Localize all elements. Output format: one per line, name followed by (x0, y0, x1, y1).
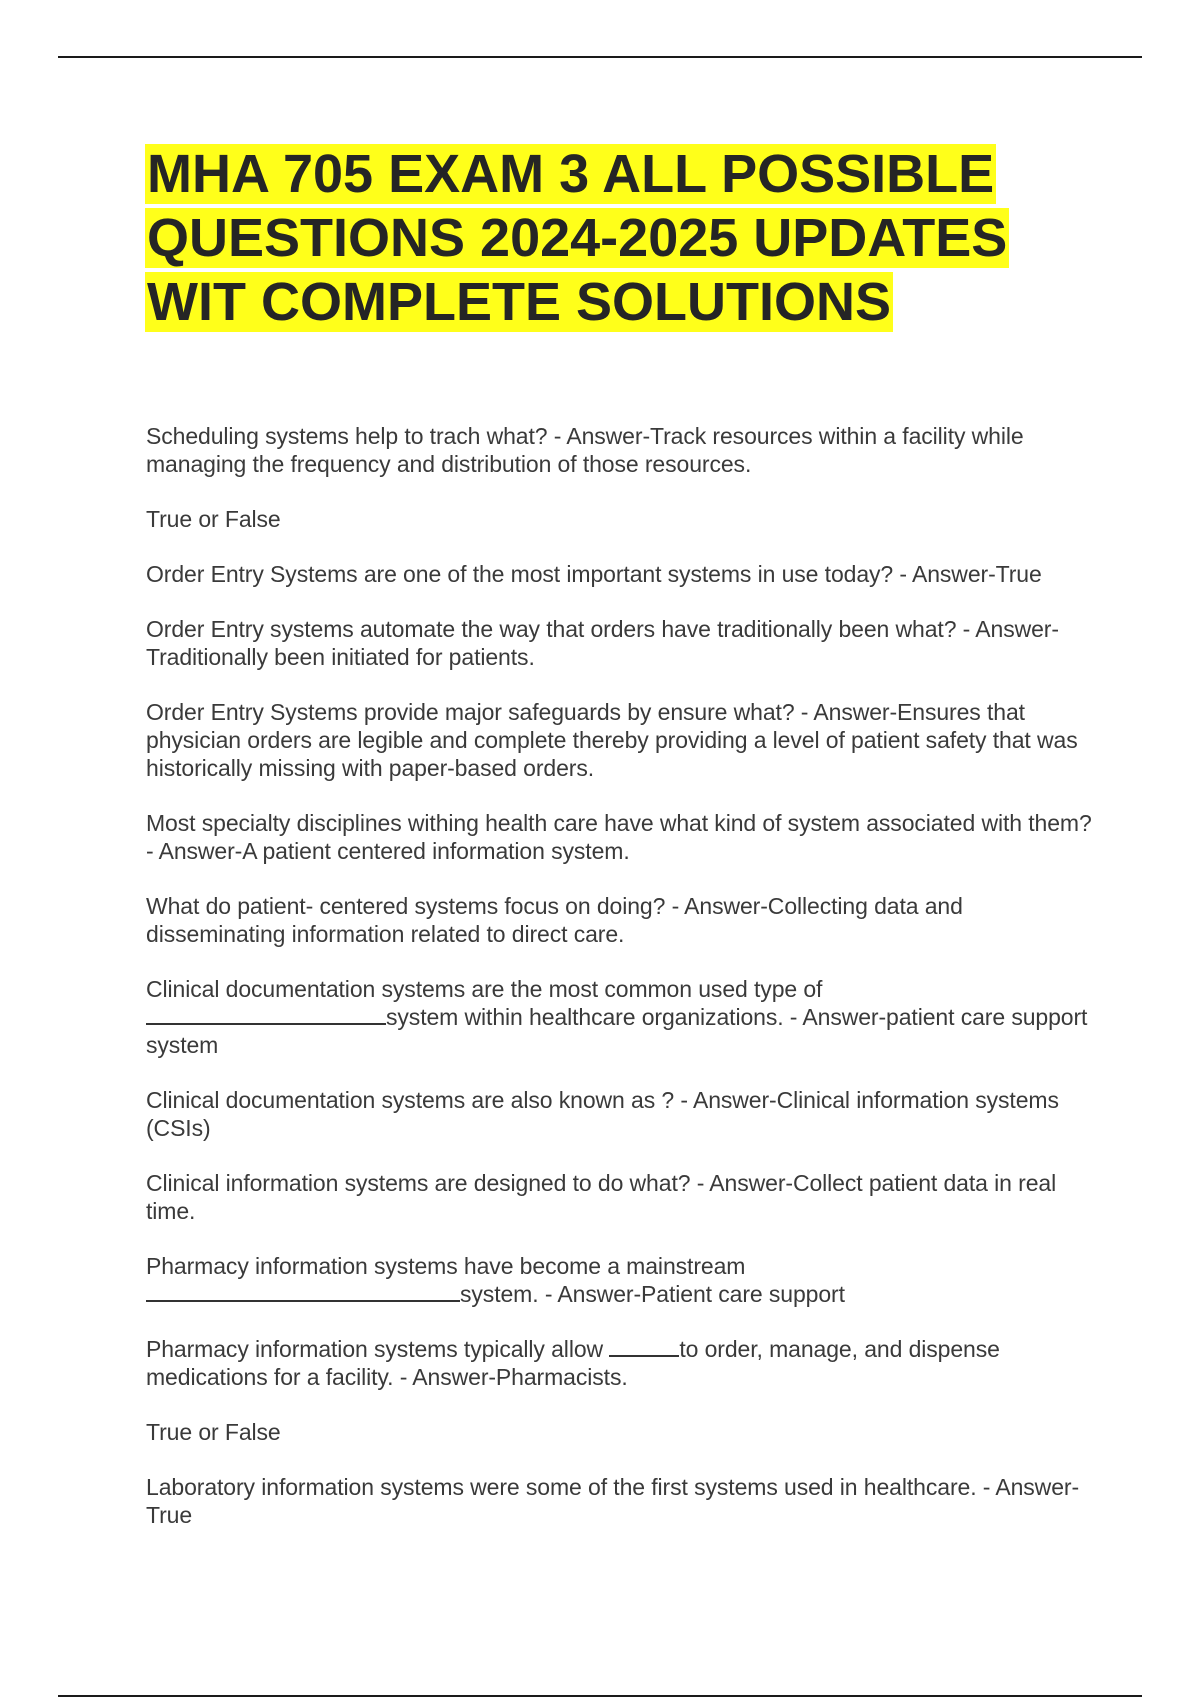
qa-item: Laboratory information systems were some of the first systems used in healthcare. - Answer-True (146, 1474, 1080, 1528)
qa-item-with-blank (146, 1335, 1096, 1391)
page-title (145, 142, 1085, 334)
qa-text-before-blank: Pharmacy information systems typically allow (146, 1336, 604, 1362)
answer-blank (609, 1337, 679, 1357)
qa-text-after-blank: system. - Answer-Patient care support (460, 1281, 845, 1307)
answer-blank (146, 1282, 460, 1302)
qa-item: Clinical documentation systems are also known as ? - Answer-Clinical information systems (CSIs) (146, 1087, 1059, 1141)
qa-item-with-blank (146, 975, 1096, 1059)
qa-list (146, 422, 1096, 1556)
qa-item-with-blank (146, 1252, 1096, 1308)
qa-item: True or False (146, 506, 281, 532)
title-line-2: QUESTIONS 2024-2025 UPDATES (147, 208, 1008, 268)
qa-text-after-blank: to order, manage, and dispense medications for a facility. - Answer-Pharmacists. (146, 1336, 1000, 1390)
title-line-3: WIT COMPLETE SOLUTIONS (147, 272, 891, 332)
qa-item: Scheduling systems help to trach what? - Answer-Track resources within a facility while managing the frequency and distribution of those resources. (146, 423, 1024, 477)
qa-text-after-blank: system within healthcare organizations. - Answer-patient care support system (146, 1004, 1088, 1058)
qa-item: Clinical information systems are designed to do what? - Answer-Collect patient data in real time. (146, 1170, 1057, 1224)
qa-item: True or False (146, 1419, 281, 1445)
qa-item: What do patient- centered systems focus on doing? - Answer-Collecting data and disseminating information related to direct care. (146, 893, 963, 947)
answer-blank (146, 1005, 386, 1025)
qa-item: Most specialty disciplines withing health care have what kind of system associated with them? - Answer-A patient centered information system. (146, 810, 1092, 864)
qa-item: Order Entry Systems are one of the most important systems in use today? - Answer-True (146, 561, 1042, 587)
qa-item: Order Entry Systems provide major safeguards by ensure what? - Answer-Ensures that physician orders are legible and complete thereby providing a level of patient safety that was historically missing with paper-based orders. (146, 699, 1078, 781)
bottom-rule (58, 1695, 1142, 1697)
qa-item: Order Entry systems automate the way that orders have traditionally been what? - Answer-Traditionally been initiated for patients. (146, 616, 1059, 670)
top-rule (58, 56, 1142, 58)
qa-text-before-blank: Clinical documentation systems are the most common used type of (146, 976, 823, 1002)
qa-text-before-blank: Pharmacy information systems have become a mainstream (146, 1253, 746, 1279)
title-line-1: MHA 705 EXAM 3 ALL POSSIBLE (147, 144, 995, 204)
